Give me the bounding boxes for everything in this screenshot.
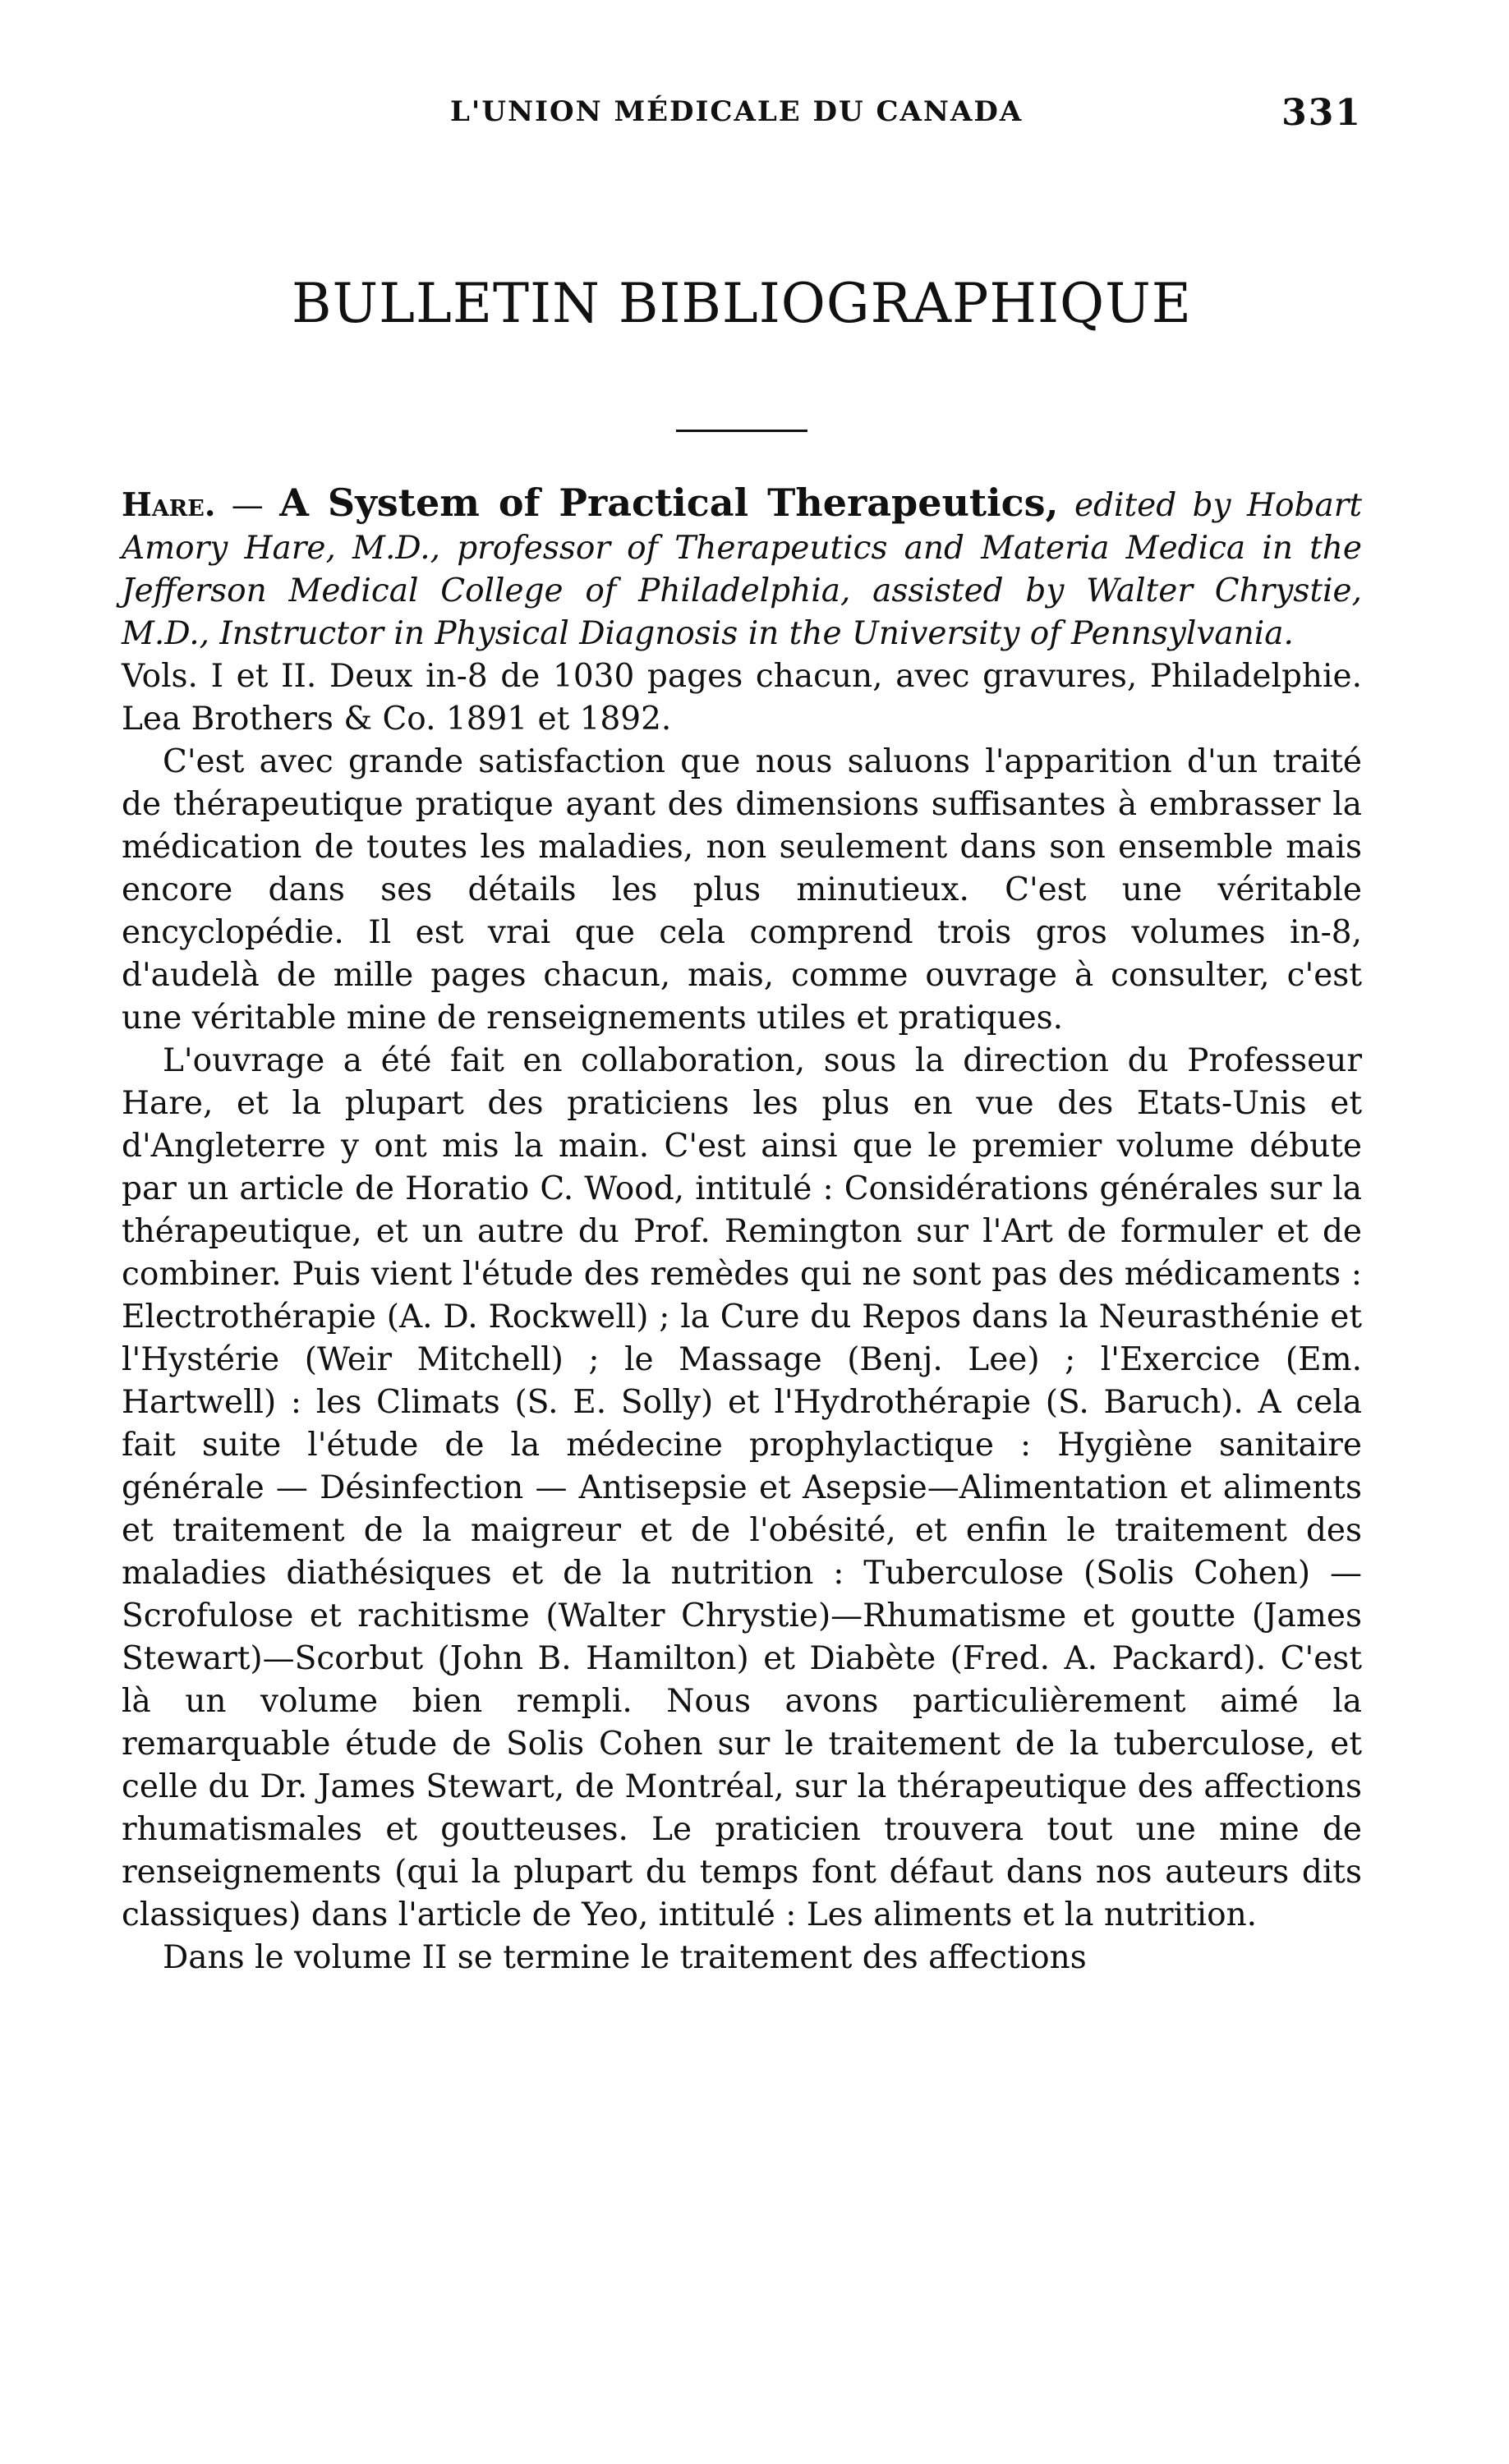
- title-divider: [676, 430, 807, 432]
- book-editors: edited by Hobart Amory Hare, M.D., professor of Therapeutics and Materia Medica in the Jefferson Medical College of Philadelphia, assisted by Walter Chrystie, M.D., Instructor in Physical Diagnosis in the University of Pennsylvania.: [122, 486, 1363, 652]
- review-paragraph-2: L'ouvrage a été fait en collaboration, sous la direction du Professeur Hare, et la plupart des praticiens les plus en vue des Etats-Unis et d'Angleterre y ont mis la main. C'est ainsi que le premier volume débute par un article de Horatio C. Wood, intitulé : Considérations générales sur la thérapeutique, et un autre du Prof. Remington sur l'Art de formuler et de combiner. Puis vient l'étude des remèdes qui ne sont pas des médicaments : Electrothérapie (A. D. Rockwell) ; la Cure du Repos dans la Neurasthénie et l'Hystérie (Weir Mitchell) ; le Massage (Benj. Lee) ; l'Exercice (Em. Hartwell) : les Climats (S. E. Solly) et l'Hydrothérapie (S. Baruch). A cela fait suite l'étude de la médecine prophylactique : Hygiène sanitaire générale — Désinfection — Antisepsie et Asepsie—Alimentation et aliments et traitement de la maigreur et de l'obésité, et enfin le traitement des maladies diathésiques et de la nutrition : Tuberculose (Solis Cohen) — Scrofulose et rachitisme (Walter Chrystie)—Rhumatisme et goutte (James Stewart)—Scorbut (John B. Hamilton) et Diabète (Fred. A. Packard). C'est là un volume bien rempli. Nous avons particulièrement aimé la remarquable étude de Solis Cohen sur le traitement de la tuberculose, et celle du Dr. James Stewart, de Montréal, sur la thérapeutique des affections rhumatismales et goutteuses. Le praticien trouvera tout une mine de renseignements (qui la plupart du temps font défaut dans nos auteurs dits classiques) dans l'article de Yeo, intitulé : Les aliments et la nutrition.: [122, 1041, 1362, 1933]
- page-number: 331: [1281, 92, 1362, 134]
- reference-dash: —: [215, 486, 280, 524]
- review-paragraph-1: C'est avec grande satisfaction que nous saluons l'apparition d'un traité de thérapeutique pratique ayant des dimensions suffisantes à embrasser la médication de toutes les maladies, non seulement dans son ensemble mais encore dans ses détails les plus minutieux. C'est une véritable encyclopédie. Il est vrai que cela comprend trois gros volumes in-8, d'audelà de mille pages chacun, mais, comme ouvrage à consulter, c'est une véritable mine de renseignements utiles et pratiques.: [122, 742, 1362, 1037]
- reviewed-author: Hare.: [122, 485, 216, 524]
- page: [122, 79, 1362, 1979]
- book-reference: [122, 481, 1362, 655]
- book-title: A System of Practical Therapeutics,: [279, 480, 1059, 525]
- publication-info: Vols. I et II. Deux in-8 de 1030 pages chacun, avec gravures, Philadelphie. Lea Brothers & Co. 1891 et 1892.: [122, 657, 1362, 738]
- review-paragraph-3: Dans le volume II se termine le traitement des affections: [163, 1938, 1087, 1976]
- journal-title: L'UNION MÉDICALE DU CANADA: [450, 95, 1024, 128]
- section-title: BULLETIN BIBLIOGRAPHIQUE: [292, 272, 1192, 335]
- running-header: [122, 79, 1362, 136]
